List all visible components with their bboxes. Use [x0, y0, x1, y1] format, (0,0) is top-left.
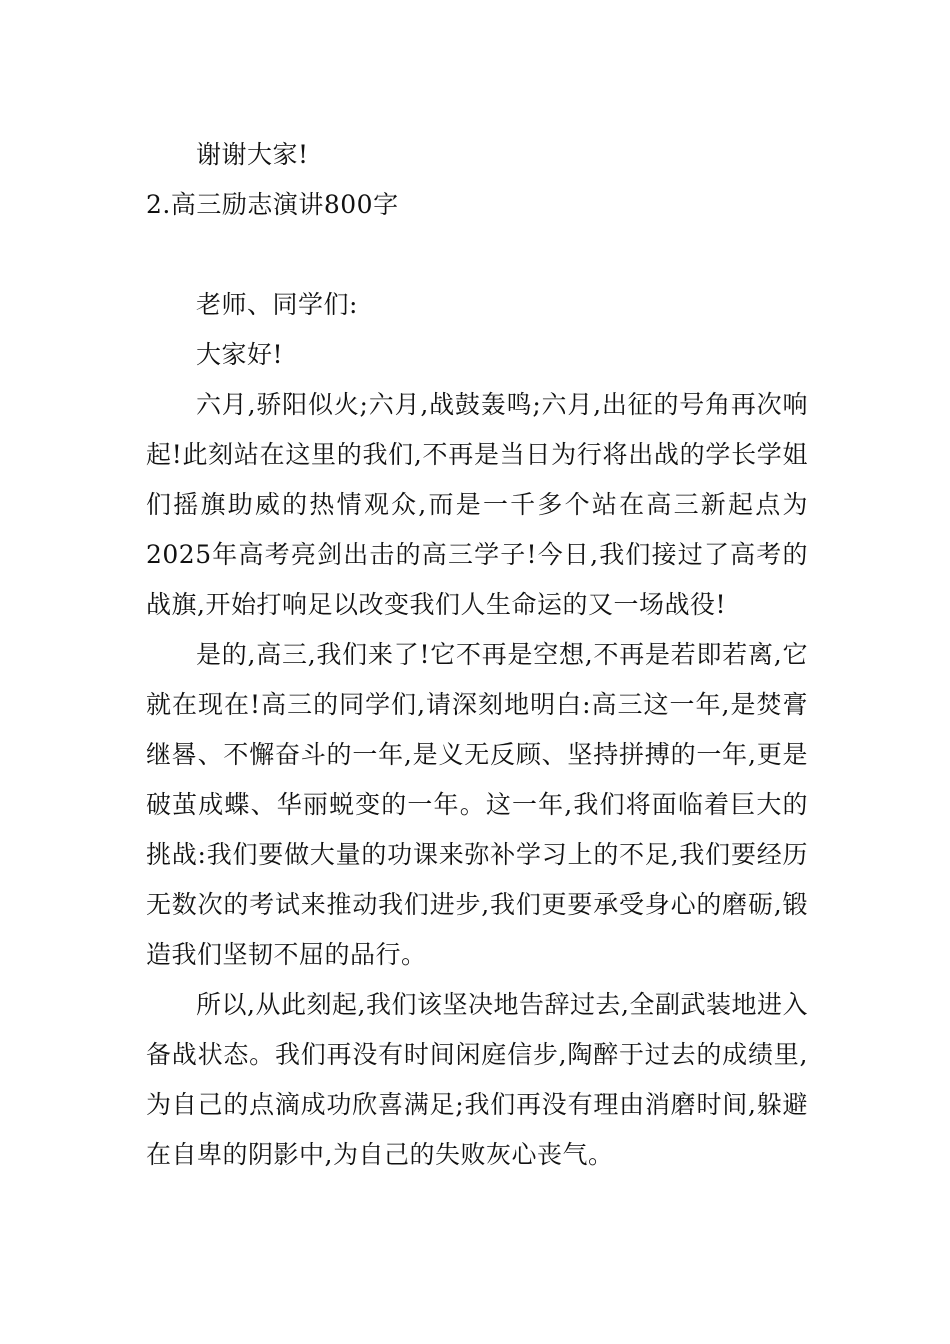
paragraph-1: 六月,骄阳似火;六月,战鼓轰鸣;六月,出征的号角再次响起!此刻站在这里的我们,不再是当日为行将出战的学长学姐们摇旗助威的热情观众,而是一千多个站在高三新起点为2025年高考亮剑出击的高三学子!今日,我们接过了高考的战旗,开始打响足以改变我们人生命运的又一场战役! [146, 390, 808, 619]
document-body [146, 130, 808, 1180]
salutation: 老师、同学们: [196, 290, 358, 319]
spacer [146, 230, 808, 280]
greeting: 大家好! [196, 340, 284, 369]
section-heading: 2.高三励志演讲800字 [146, 190, 399, 219]
closing-line: 谢谢大家! [196, 140, 309, 169]
paragraph-2: 是的,高三,我们来了!它不再是空想,不再是若即若离,它就在现在!高三的同学们,请深刻地明白:高三这一年,是焚膏继晷、不懈奋斗的一年,是义无反顾、坚持拼搏的一年,更是破茧成蝶、华丽蜕变的一年。这一年,我们将面临着巨大的挑战:我们要做大量的功课来弥补学习上的不足,我们要经历无数次的考试来推动我们进步,我们更要承受身心的磨砺,锻造我们坚韧不屈的品行。 [146, 640, 808, 969]
paragraph-3: 所以,从此刻起,我们该坚决地告辞过去,全副武装地进入备战状态。我们再没有时间闲庭信步,陶醉于过去的成绩里,为自己的点滴成功欣喜满足;我们再没有理由消磨时间,躲避在自卑的阴影中,为自己的失败灰心丧气。 [146, 990, 808, 1169]
